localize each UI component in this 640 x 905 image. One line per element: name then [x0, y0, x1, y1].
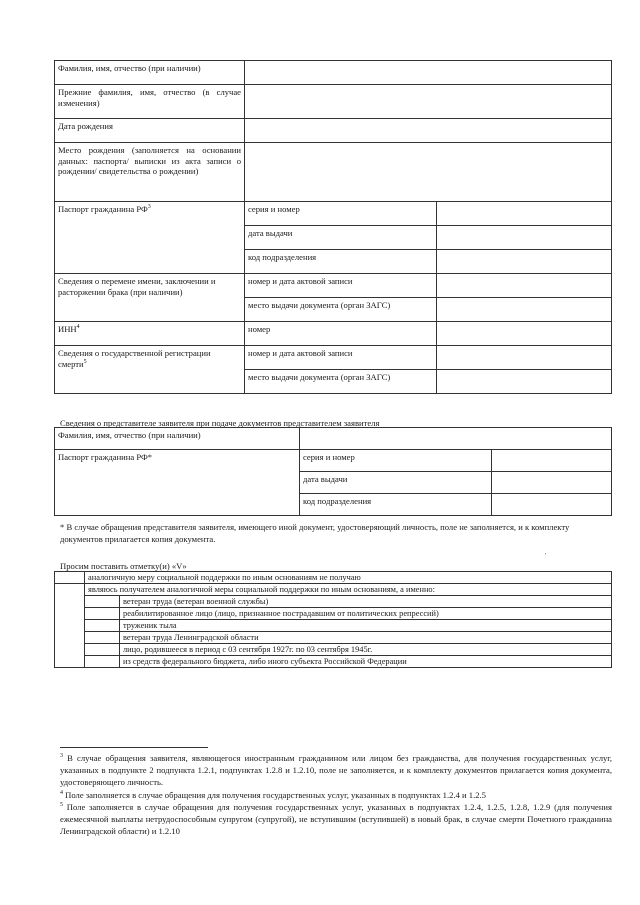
mark-option-5: из средств федерального бюджета, либо иного субъекта Российской Федерации — [120, 656, 612, 668]
applicant-table — [54, 60, 612, 394]
name-change-label: Сведения о перемене имени, заключении и расторжении брака (при наличии) — [55, 274, 245, 322]
representative-table — [54, 427, 612, 516]
passport-date-field[interactable] — [437, 226, 612, 250]
mark-checkbox-option-1[interactable] — [85, 608, 120, 620]
name-change-place-label: место выдачи документа (орган ЗАГС) — [245, 298, 437, 322]
rep-date-label: дата выдачи — [300, 472, 492, 494]
name-change-act-label: номер и дата актовой записи — [245, 274, 437, 298]
mark-option-0: ветеран труда (ветеран военной службы) — [120, 596, 612, 608]
footnotes — [60, 752, 612, 837]
birth-date-label: Дата рождения — [55, 119, 245, 143]
death-act-label: номер и дата актовой записи — [245, 346, 437, 370]
mark-checkbox-option-0[interactable] — [85, 596, 120, 608]
prev-fio-field[interactable] — [245, 85, 612, 119]
name-change-place-field[interactable] — [437, 298, 612, 322]
mark-option-2: труженик тыла — [120, 620, 612, 632]
inn-label: ИНН$^4$ — [55, 322, 245, 346]
passport-series-field[interactable] — [437, 202, 612, 226]
marks-table — [54, 571, 612, 668]
footnote-divider — [60, 747, 208, 748]
footnote-4: $^4$ Поле заполняется в случае обращения для получения государственных услуг, указанных в подпунктах 1.2.4 и 1.2.5 — [60, 789, 486, 800]
mark-label-no-support: аналогичную меру социальной поддержки по иным основаниям не получаю — [85, 572, 612, 584]
footnote-5: $^5$ Поле заполняется в случае обращения для получения государственных услуг, указанных в подпунктах 1.2.4, 1.2.5, 1.2.8, 1.2.9 (для получения ежемесячной выплаты нетрудоспособным супругом (супругой), не вступившим (вступившей) в новый брак, в случае смерти Почетного гражданина Ленинградской области) и 1.2.10 — [60, 801, 612, 837]
mark-checkbox-no-support[interactable] — [55, 572, 85, 584]
birth-place-field[interactable] — [245, 143, 612, 202]
mark-checkbox-is-recipient[interactable] — [55, 584, 85, 668]
rep-fio-label: Фамилия, имя, отчество (при наличии) — [55, 428, 300, 450]
passport-code-label: код подразделения — [245, 250, 437, 274]
prev-fio-label: Прежние фамилия, имя, отчество (в случае изменения) — [55, 85, 245, 119]
passport-series-label: серия и номер — [245, 202, 437, 226]
footnote-3: $^3$ В случае обращения заявителя, являющегося иностранным гражданином или лицом без гражданства, для получения государственных услуг, указанных в подпункте 2 подпункта 1.2.1, подпунктах 1.2.8 и 1.2.10, поле не заполняется, и к комплекту документов прилагается копия документа, удостоверяющего личность. — [60, 753, 612, 788]
death-act-field[interactable] — [437, 346, 612, 370]
representative-note: * В случае обращения представителя заявителя, имеющего иной документ, удостоверяющий личность, поле не заполняется, и к комплекту документов прилагается копия документа. — [60, 522, 570, 545]
mark-option-1: реабилитированное лицо (лицо, признанное пострадавшим от политических репрессий) — [120, 608, 612, 620]
rep-series-field[interactable] — [492, 450, 612, 472]
marks-title: Просим поставить отметку(и) «V» — [60, 561, 187, 571]
inn-number-field[interactable] — [437, 322, 612, 346]
name-change-act-field[interactable] — [437, 274, 612, 298]
birth-place-label: Место рождения (заполняется на основании данных: паспорта/ выписки из акта записи о рождении/ свидетельства о рождении) — [55, 143, 245, 202]
death-label: Сведения о государственной регистрации смерти$^5$ — [55, 346, 245, 394]
rep-passport-label: Паспорт гражданина РФ* — [55, 450, 300, 516]
rep-code-label: код подразделения — [300, 494, 492, 516]
mark-label-is-recipient: являюсь получателем аналогичной меры социальной поддержки по иным основаниям, а именно: — [85, 584, 612, 596]
death-place-label: место выдачи документа (орган ЗАГС) — [245, 370, 437, 394]
birth-date-field[interactable] — [245, 119, 612, 143]
rep-date-field[interactable] — [492, 472, 612, 494]
mark-checkbox-option-2[interactable] — [85, 620, 120, 632]
rep-fio-field[interactable] — [300, 428, 612, 450]
passport-date-label: дата выдачи — [245, 226, 437, 250]
mark-checkbox-option-3[interactable] — [85, 632, 120, 644]
mark-option-4: лицо, родившееся в период с 03 сентября 1927г. по 03 сентября 1945г. — [120, 644, 612, 656]
inn-number-label: номер — [245, 322, 437, 346]
mark-checkbox-option-4[interactable] — [85, 644, 120, 656]
rep-code-field[interactable] — [492, 494, 612, 516]
representative-title: Сведения о представителе заявителя при подаче документов представителем заявителя — [60, 418, 380, 428]
fio-label: Фамилия, имя, отчество (при наличии) — [55, 61, 245, 85]
fio-field[interactable] — [245, 61, 612, 85]
stray-mark: ' — [545, 553, 547, 559]
passport-code-field[interactable] — [437, 250, 612, 274]
rep-series-label: серия и номер — [300, 450, 492, 472]
mark-checkbox-option-5[interactable] — [85, 656, 120, 668]
passport-label: Паспорт гражданина $РФ^3$ — [55, 202, 245, 274]
death-place-field[interactable] — [437, 370, 612, 394]
mark-option-3: ветеран труда Ленинградской области — [120, 632, 612, 644]
